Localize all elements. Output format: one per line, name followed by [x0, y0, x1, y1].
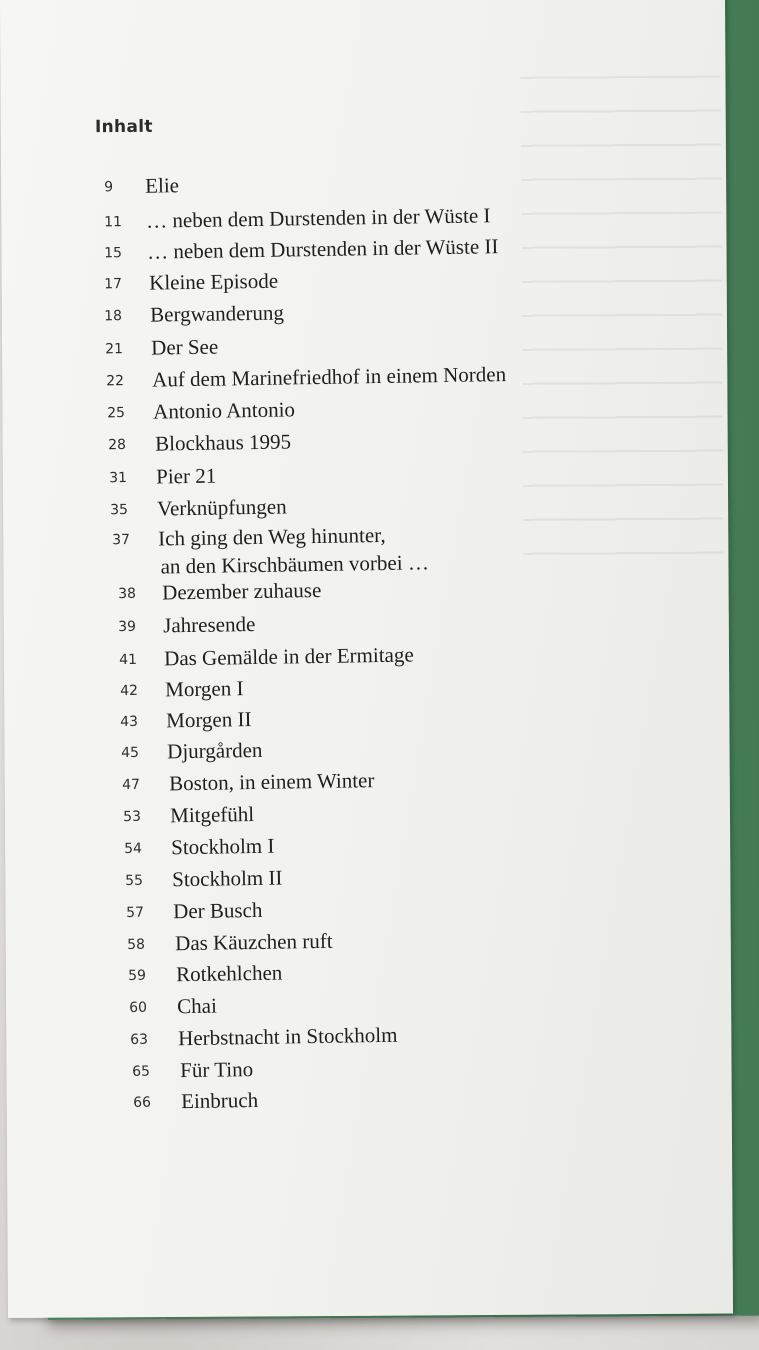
- toc-page-number: 63: [130, 1031, 149, 1048]
- toc-entry: [0, 294, 700, 327]
- toc-entry: [0, 423, 700, 456]
- toc-entry: [0, 638, 700, 671]
- toc-entry-title: Rotkehlchen: [175, 960, 283, 987]
- toc-entry-title: Ich ging den Weg hinunter,: [157, 522, 386, 551]
- toc-entry-title: Verknüpfungen: [156, 494, 287, 521]
- toc-page-number: 59: [128, 967, 147, 984]
- toc-entry-title: Chai: [176, 993, 218, 1019]
- toc-entry: [0, 859, 700, 892]
- toc-entry-title: Kleine Episode: [148, 268, 279, 295]
- toc-page-number: 15: [104, 245, 123, 262]
- toc-page-number: 18: [104, 308, 123, 325]
- toc-entry: [0, 669, 700, 702]
- toc-entry: [0, 954, 700, 987]
- toc-page-number: 17: [104, 276, 123, 293]
- toc-entry: [0, 456, 700, 489]
- toc-page-number: 54: [124, 840, 143, 858]
- toc-heading: Inhalt: [94, 116, 153, 138]
- toc-entry-title: Pier 21: [155, 463, 217, 489]
- toc-page-number: 35: [110, 501, 129, 519]
- toc-entry-title: Boston, in einem Winter: [168, 768, 375, 796]
- toc-entry: [0, 1018, 700, 1051]
- toc-entry: [0, 231, 700, 264]
- toc-entry: [0, 731, 700, 764]
- toc-entry: [0, 262, 700, 295]
- toc-entry-title: Elie: [144, 173, 180, 198]
- toc-page-number: 38: [118, 585, 137, 603]
- toc-entry-title: Das Gemälde in der Ermitage: [163, 642, 414, 671]
- toc-entry-title: Stockholm I: [170, 833, 275, 860]
- toc-entry-title: Morgen II: [165, 707, 252, 733]
- toc-page-number: 28: [108, 437, 127, 454]
- toc-entry: [0, 923, 700, 956]
- toc-entry-title: Für Tino: [179, 1057, 254, 1083]
- toc-page-number: 58: [127, 936, 146, 954]
- toc-entry: [0, 359, 700, 392]
- toc-entry: [0, 327, 700, 360]
- toc-entry: [0, 391, 700, 424]
- toc-entry-title: Auf dem Marinefriedhof in einem Norden: [151, 362, 507, 392]
- toc-entry: [0, 795, 700, 828]
- toc-entry: [0, 1081, 700, 1114]
- toc-page-number: 66: [133, 1094, 152, 1111]
- toc-entry-title-continuation: an den Kirschbäumen vorbei …: [160, 550, 430, 579]
- toc-page-number: 11: [104, 214, 123, 231]
- toc-entry: [0, 891, 700, 924]
- toc-entry-title: Jahresende: [162, 611, 256, 638]
- toc-page-number: 53: [123, 808, 142, 826]
- toc-page-number: 21: [105, 341, 124, 358]
- toc-page-number: 55: [125, 872, 144, 890]
- toc-entry: [0, 763, 700, 796]
- toc-page-number: 45: [121, 744, 140, 762]
- toc-entry: [0, 700, 700, 733]
- toc-entry: [0, 1050, 700, 1083]
- toc-entry-title: Der Busch: [172, 897, 263, 924]
- toc-entry-title: … neben dem Durstenden in der Wüste I: [145, 203, 491, 233]
- toc-entry: [0, 200, 700, 233]
- toc-entry-title: … neben dem Durstenden in der Wüste II: [146, 234, 499, 264]
- toc-entry: [0, 605, 700, 638]
- toc-entry-title: Stockholm II: [171, 865, 283, 892]
- toc-page-number: 65: [132, 1063, 151, 1080]
- toc-entry: [0, 986, 700, 1019]
- toc-entry-title: Djurgården: [166, 737, 263, 764]
- toc-page-number: 31: [109, 470, 128, 487]
- toc-page-number: 43: [120, 713, 139, 731]
- toc-page-number: 57: [126, 904, 145, 922]
- toc-entry-title: Morgen I: [164, 676, 244, 702]
- toc-page-number: 41: [119, 651, 138, 669]
- toc-page-number: 22: [106, 373, 125, 390]
- toc-page-number: 9: [104, 179, 114, 196]
- toc-entry-title: Dezember zuhause: [161, 577, 322, 605]
- toc-page-number: 60: [129, 999, 148, 1016]
- toc-entry-title: Bergwanderung: [149, 300, 285, 327]
- toc-entry: [0, 488, 700, 521]
- toc-page-number: 39: [118, 618, 137, 636]
- toc-page-number: 37: [112, 531, 131, 549]
- toc-entry-title: Antonio Antonio: [152, 397, 296, 424]
- toc-entry-title: Blockhaus 1995: [154, 429, 292, 456]
- toc-entry-title: Herbstnacht in Stockholm: [177, 1022, 398, 1051]
- toc-entry: [0, 518, 700, 579]
- toc-entry-title: Das Käuzchen ruft: [174, 928, 333, 956]
- toc-entry-title: Mitgefühl: [169, 802, 255, 828]
- toc-entry-title: Einbruch: [180, 1087, 259, 1114]
- toc-entry: [0, 165, 700, 198]
- toc-page-number: 47: [122, 776, 141, 794]
- toc-page-number: 25: [107, 405, 126, 422]
- toc-entry-title: Der See: [150, 334, 219, 360]
- toc-page-number: 42: [120, 682, 139, 700]
- toc-entry: [0, 827, 700, 860]
